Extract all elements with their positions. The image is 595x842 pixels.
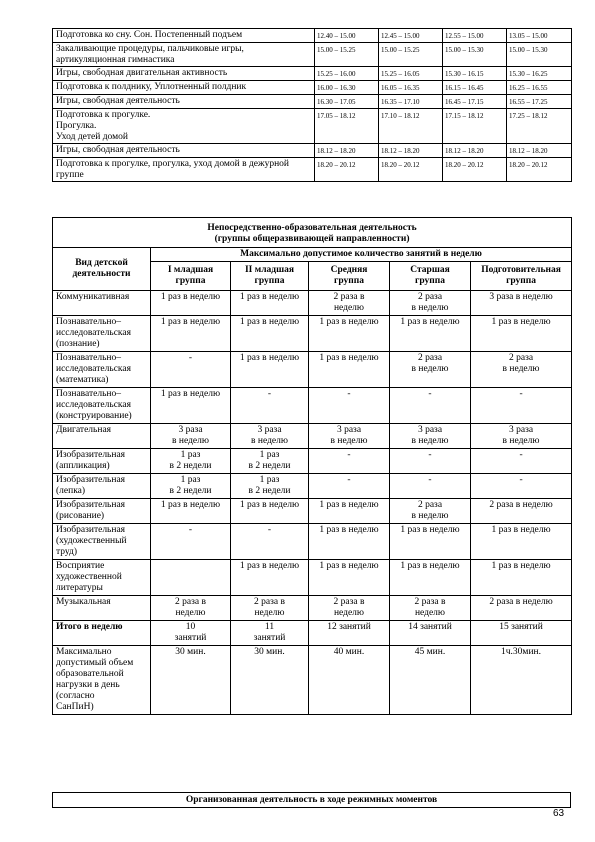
schedule-row (53, 81, 572, 95)
lessons-count: 3 раза в неделю (471, 291, 572, 316)
lessons-count: 1 раз в неделю (390, 316, 471, 352)
schedule-row (53, 67, 572, 81)
activity-title-line2: (группы общеразвивающей направленности) (214, 233, 410, 244)
schedule-activity-line: Подготовка к прогулке. (56, 110, 151, 120)
lessons-count: 2 раза в неделю (390, 596, 471, 621)
schedule-time: 18.20 – 20.12 (379, 158, 443, 182)
lessons-count: 15 занятий (471, 621, 572, 646)
activity-row (53, 291, 572, 316)
activity-row (53, 449, 572, 474)
lessons-count: 1 раз в неделю (309, 316, 390, 352)
lessons-count: 2 раза в неделю (471, 352, 572, 388)
lessons-count: 2 раза в неделю (390, 291, 471, 316)
group-header (309, 262, 390, 291)
routine-activity-table (52, 792, 571, 808)
group-header-line2: группа (254, 276, 285, 286)
lessons-count: 2 раза в неделю (309, 291, 390, 316)
lessons-count: 1 раз в неделю (309, 352, 390, 388)
group-header-line1: Старшая (410, 265, 450, 275)
activity-type: Двигательная (53, 424, 151, 449)
schedule-activity: Игры, свободная деятельность (53, 144, 315, 158)
activity-type-header-line1: Вид детской (75, 258, 128, 268)
lessons-count: 2 раза в неделю (231, 596, 309, 621)
schedule-time: 12.55 – 15.00 (443, 29, 507, 43)
schedule-time: 15.00 – 15.25 (315, 43, 379, 67)
schedule-time: 16.30 – 17.05 (315, 95, 379, 109)
group-header-line1: Средняя (330, 265, 368, 275)
group-header-line1: II младшая (244, 265, 295, 275)
activity-type: Познавательно– исследовательская (познание) (53, 316, 151, 352)
lessons-count: 11 занятий (231, 621, 309, 646)
schedule-time: 16.55 – 17.25 (507, 95, 572, 109)
lessons-count: - (471, 474, 572, 499)
schedule-time: 15.25 – 16.00 (315, 67, 379, 81)
lessons-count: 1 раз в 2 недели (231, 449, 309, 474)
lessons-count: 1 раз в неделю (151, 316, 231, 352)
activity-type: Изобразительная (рисование) (53, 499, 151, 524)
lessons-count: 3 раза в неделю (471, 424, 572, 449)
lessons-count: 1 раз в неделю (390, 524, 471, 560)
schedule-activity: Подготовка ко сну. Сон. Постепенный подъем (53, 29, 315, 43)
page-number: 63 (553, 808, 565, 819)
schedule-time: 17.15 – 18.12 (443, 109, 507, 144)
schedule-row (53, 29, 572, 43)
lessons-count: 3 раза в неделю (309, 424, 390, 449)
lessons-count: 3 раза в неделю (231, 424, 309, 449)
lessons-count: - (309, 474, 390, 499)
group-header-line2: группа (334, 276, 364, 286)
lessons-count: - (309, 388, 390, 424)
lessons-count: 30 мин. (231, 646, 309, 715)
lessons-count: - (390, 474, 471, 499)
group-header-line1: I младшая (167, 265, 214, 275)
schedule-time: 15.00 – 15.30 (507, 43, 572, 67)
schedule-activity: Закаливающие процедуры, пальчиковые игры, артикуляционная гимнастика (53, 43, 315, 67)
activity-type: Познавательно– исследовательская (математика) (53, 352, 151, 388)
lessons-count: - (151, 524, 231, 560)
schedule-activity-line: Прогулка. (56, 121, 97, 131)
group-header (390, 262, 471, 291)
schedule-time: 18.12 – 18.20 (379, 144, 443, 158)
activity-type-header (53, 248, 151, 291)
lessons-count: - (151, 352, 231, 388)
lessons-count: - (471, 388, 572, 424)
activity-type: Музыкальная (53, 596, 151, 621)
schedule-activity: Игры, свободная деятельность (53, 95, 315, 109)
activity-row (53, 499, 572, 524)
activity-header-row (53, 248, 572, 262)
schedule-time: 15.30 – 16.15 (443, 67, 507, 81)
lessons-count: 30 мин. (151, 646, 231, 715)
lessons-count: 1 раз в неделю (231, 316, 309, 352)
schedule-time: 16.35 – 17.10 (379, 95, 443, 109)
schedule-row (53, 158, 572, 182)
schedule-time: 16.45 – 17.15 (443, 95, 507, 109)
schedule-time: 17.05 – 18.12 (315, 109, 379, 144)
activity-row (53, 474, 572, 499)
lessons-count: 1 раз в неделю (471, 524, 572, 560)
educational-activity-table (52, 217, 572, 715)
group-header (471, 262, 572, 291)
group-header (151, 262, 231, 291)
schedule-time: 15.30 – 16.25 (507, 67, 572, 81)
lessons-count: 1 раз в неделю (309, 499, 390, 524)
lessons-count: 40 мин. (309, 646, 390, 715)
activity-row (53, 560, 572, 596)
group-header-line2: группа (506, 276, 536, 286)
activity-row (53, 596, 572, 621)
lessons-count: 14 занятий (390, 621, 471, 646)
activity-type: Изобразительная (лепка) (53, 474, 151, 499)
activity-row (53, 424, 572, 449)
schedule-time: 12.45 – 15.00 (379, 29, 443, 43)
schedule-activity-line: Уход детей домой (56, 132, 128, 142)
lessons-count: 1 раз в неделю (231, 291, 309, 316)
schedule-activity: Подготовка к полднику, Уплотненный полдник (53, 81, 315, 95)
lessons-count: 2 раза в неделю (151, 596, 231, 621)
lessons-count: - (390, 449, 471, 474)
schedule-time: 17.25 – 18.12 (507, 109, 572, 144)
activity-type: Восприятие художественной литературы (53, 560, 151, 596)
schedule-time: 16.05 – 16.35 (379, 81, 443, 95)
lessons-count: 3 раза в неделю (151, 424, 231, 449)
lessons-count: 1 раз в неделю (231, 499, 309, 524)
max-lessons-header: Максимально допустимое количество занятий в неделю (151, 248, 572, 262)
lessons-count: 1 раз в неделю (231, 352, 309, 388)
activity-row (53, 352, 572, 388)
schedule-time: 18.12 – 18.20 (507, 144, 572, 158)
schedule-time: 18.12 – 18.20 (315, 144, 379, 158)
daily-schedule-table (52, 28, 572, 182)
group-header-line1: Подготовительная (481, 265, 561, 275)
lessons-count: 1 раз в 2 недели (151, 449, 231, 474)
lessons-count: 1 раз в неделю (309, 524, 390, 560)
activity-row (53, 646, 572, 715)
activity-type: Изобразительная (аппликация) (53, 449, 151, 474)
schedule-row (53, 43, 572, 67)
schedule-time: 18.20 – 20.12 (507, 158, 572, 182)
lessons-count: 1 раз в неделю (151, 388, 231, 424)
schedule-time: 18.12 – 18.20 (443, 144, 507, 158)
lessons-count: - (390, 388, 471, 424)
schedule-time: 15.00 – 15.25 (379, 43, 443, 67)
routine-activity-title: Организованная деятельность в ходе режимных моментов (53, 793, 571, 808)
lessons-count: 12 занятий (309, 621, 390, 646)
activity-row (53, 316, 572, 352)
schedule-time: 17.10 – 18.12 (379, 109, 443, 144)
lessons-count: 1ч.30мин. (471, 646, 572, 715)
activity-title-row (53, 218, 572, 248)
lessons-count: - (309, 449, 390, 474)
lessons-count: 1 раз в неделю (309, 560, 390, 596)
activity-type-header-line2: деятельности (72, 269, 131, 279)
schedule-time: 12.40 – 15.00 (315, 29, 379, 43)
lessons-count: 2 раза в неделю (390, 352, 471, 388)
activity-table-title (53, 218, 572, 248)
lessons-count: - (231, 524, 309, 560)
lessons-count: 10 занятий (151, 621, 231, 646)
schedule-row (53, 95, 572, 109)
schedule-activity: Подготовка к прогулке, прогулка, уход домой в дежурной группе (53, 158, 315, 182)
activity-title-line1: Непосредственно-образовательная деятельность (207, 222, 417, 233)
activity-type: Максимально допустимый объем образовательной нагрузки в день (согласно СанПиН) (53, 646, 151, 715)
lessons-count: 1 раз в 2 недели (231, 474, 309, 499)
lessons-count: - (231, 388, 309, 424)
lessons-count: 2 раза в неделю (471, 596, 572, 621)
group-header (231, 262, 309, 291)
lessons-count: 1 раз в неделю (151, 499, 231, 524)
schedule-time: 13.05 – 15.00 (507, 29, 572, 43)
lessons-count: 2 раза в неделю (390, 499, 471, 524)
lessons-count: 1 раз в неделю (471, 560, 572, 596)
group-header-line2: группа (415, 276, 445, 286)
activity-row (53, 524, 572, 560)
schedule-activity (53, 109, 315, 144)
activity-type: Познавательно– исследовательская (конструирование) (53, 388, 151, 424)
schedule-time: 15.00 – 15.30 (443, 43, 507, 67)
lessons-count: 2 раза в неделю (309, 596, 390, 621)
lessons-count: 1 раз в неделю (231, 560, 309, 596)
lessons-count: 1 раз в неделю (151, 291, 231, 316)
schedule-row (53, 109, 572, 144)
activity-type: Итого в неделю (53, 621, 151, 646)
activity-row (53, 388, 572, 424)
lessons-count: 45 мин. (390, 646, 471, 715)
schedule-time: 18.20 – 20.12 (315, 158, 379, 182)
lessons-count: 1 раз в неделю (390, 560, 471, 596)
schedule-time: 16.25 – 16.55 (507, 81, 572, 95)
activity-type: Коммуникативная (53, 291, 151, 316)
lessons-count: - (471, 449, 572, 474)
schedule-time: 16.15 – 16.45 (443, 81, 507, 95)
lessons-count: 1 раз в неделю (471, 316, 572, 352)
schedule-time: 16.00 – 16.30 (315, 81, 379, 95)
lessons-count: 1 раз в 2 недели (151, 474, 231, 499)
group-header-line2: группа (175, 276, 206, 286)
schedule-row (53, 144, 572, 158)
lessons-count (151, 560, 231, 596)
activity-type: Изобразительная (художественный труд) (53, 524, 151, 560)
lessons-count: 2 раза в неделю (471, 499, 572, 524)
schedule-time: 18.20 – 20.12 (443, 158, 507, 182)
activity-row (53, 621, 572, 646)
schedule-activity: Игры, свободная двигательная активность (53, 67, 315, 81)
schedule-time: 15.25 – 16.05 (379, 67, 443, 81)
lessons-count: 3 раза в неделю (390, 424, 471, 449)
